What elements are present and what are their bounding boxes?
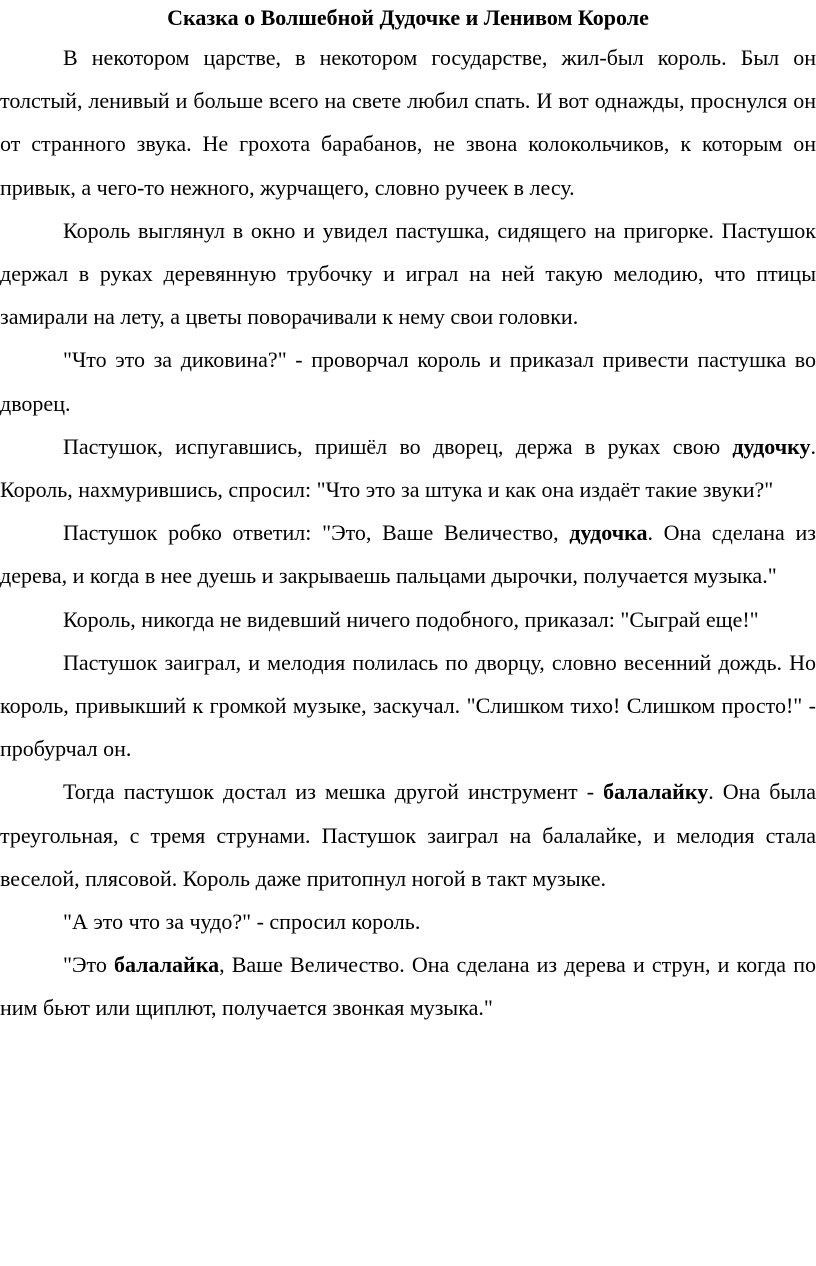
- document-title: Сказка о Волшебной Дудочке и Ленивом Короле: [167, 5, 649, 30]
- text-run: Король, никогда не видевший ничего подобного, приказал: "Сыграй еще!": [63, 606, 759, 632]
- text-run: "А это что за чудо?" - спросил король.: [63, 909, 421, 935]
- bold-term: дудочку: [732, 433, 811, 459]
- text-run: Пастушок, испугавшись, пришёл во дворец, держа в руках свою: [63, 433, 733, 459]
- text-run: . Король, нахмурившись, спросил: "Что это за штука и как она издаёт такие звуки?": [0, 433, 816, 503]
- document-body: [0, 36, 816, 1030]
- text-run: Пастушок робко ответил: "Это, Ваше Величество,: [63, 520, 570, 546]
- text-run: Тогда пастушок достал из мешка другой инструмент -: [63, 779, 604, 805]
- paragraph: [0, 770, 816, 900]
- paragraph: [0, 641, 816, 771]
- bold-term: дудочка: [569, 520, 648, 546]
- text-run: В некотором царстве, в некотором государстве, жил-был король. Был он толстый, ленивый и больше всего на свете любил спать. И вот однажды, проснулся он от странного звука. Не грохота барабанов, не звона колокольчиков, к которым он привык, а чего-то нежного, журчащего, словно ручеек в лесу.: [0, 45, 816, 200]
- paragraph: [0, 900, 816, 943]
- text-run: Король выглянул в окно и увидел пастушка, сидящего на пригорке. Пастушок держал в руках деревянную трубочку и играл на ней такую мелодию, что птицы замирали на лету, а цветы поворачивали к нему свои головки.: [0, 217, 816, 330]
- paragraph: [0, 209, 816, 339]
- text-run: . Она была треугольная, с тремя струнами. Пастушок заиграл на балалайке, и мелодия стала веселой, плясовой. Король даже притопнул ногой в такт музыке.: [0, 779, 816, 891]
- text-run: . Она сделана из дерева, и когда в нее дуешь и закрываешь пальцами дырочки, получается музыка.": [0, 520, 816, 589]
- text-run: Пастушок заиграл, и мелодия полилась по дворцу, словно весенний дождь. Но король, привыкший к громкой музыке, заскучал. "Слишком тихо! Слишком просто!" - пробурчал он.: [0, 649, 816, 762]
- text-run: "Что это за диковина?" - проворчал король и приказал привести пастушка во дворец.: [0, 347, 816, 416]
- bold-term: балалайку: [603, 779, 709, 805]
- paragraph: [0, 338, 816, 424]
- text-run: "Это: [63, 952, 114, 978]
- paragraph: [0, 943, 816, 1029]
- paragraph: [0, 425, 816, 511]
- paragraph: [0, 598, 816, 641]
- text-run: , Ваше Величество. Она сделана из дерева и струн, и когда по ним бьют или щиплют, получается звонкая музыка.": [0, 952, 816, 1021]
- paragraph: [0, 36, 816, 209]
- paragraph: [0, 511, 816, 597]
- bold-term: балалайка: [113, 952, 220, 978]
